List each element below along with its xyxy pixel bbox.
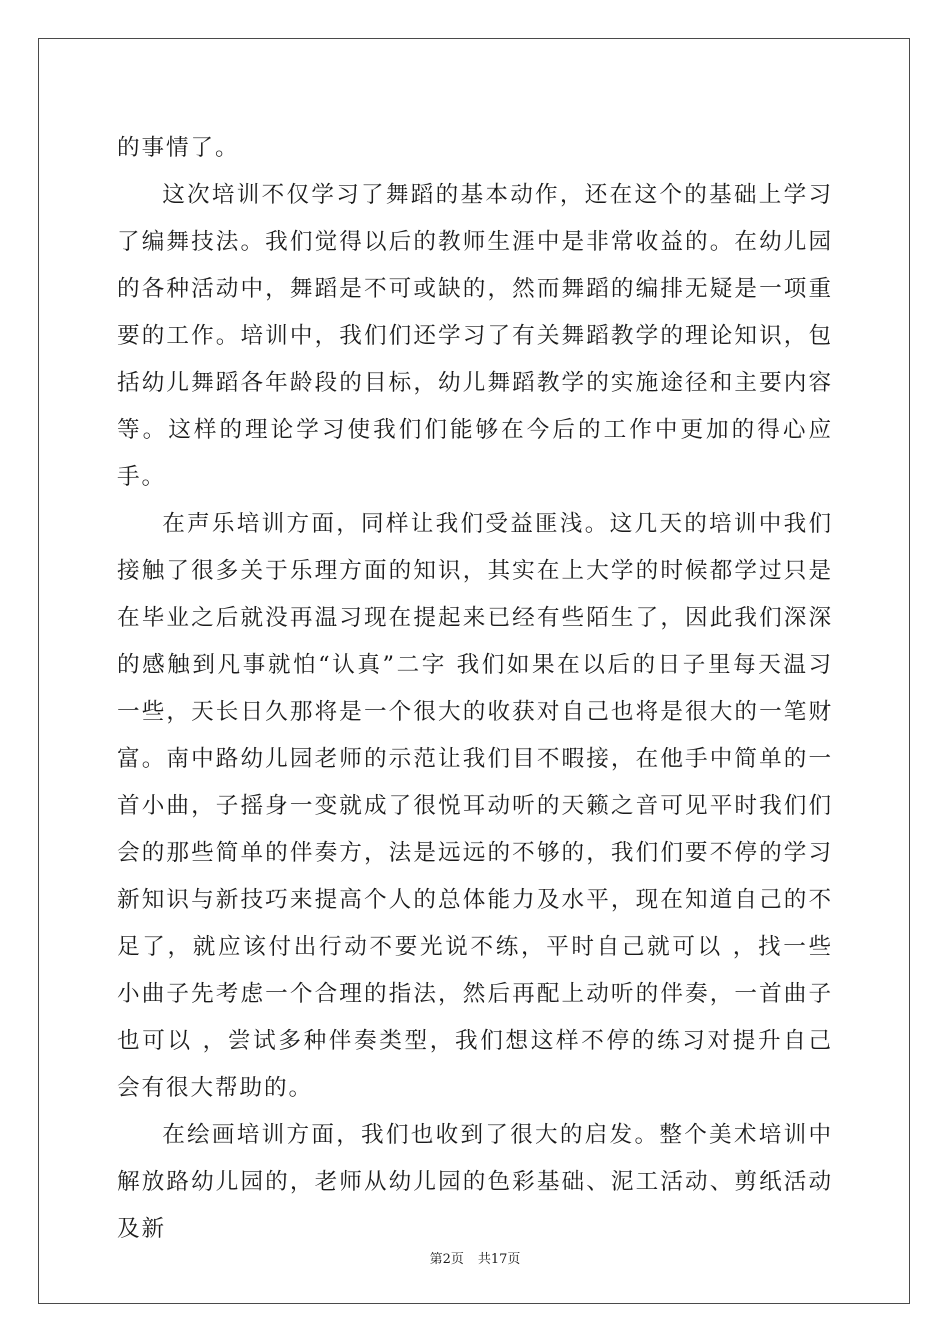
- document-body: [117, 125, 833, 1253]
- paragraph-1: 的事情了。: [117, 135, 240, 161]
- paragraph-3: 在声乐培训方面，同样让我们受益匪浅。这几天的培训中我们接触了很多关于乐理方面的知识，其实在上大学的时候都学过只是在毕业之后就没再温习现在提起来已经有些陌生了，因此我们深深的感触到凡事就怕“认真”二字 我们如果在以后的日子里每天温习一些，天长日久那将是一个很大的收获对自己也将是很大的一笔财富。南中路幼儿园老师的示范让我们目不暇接，在他手中简单的一首小曲，子摇身一变就成了很悦耳动听的天籁之音可见平时我们们会的那些简单的伴奏方，法是远远的不够的，我们们要不停的学习新知识与新技巧来提高个人的总体能力及水平，现在知道自己的不足了，就应该付出行动不要光说不练，平时自己就可以 ，找一些小曲子先考虑一个合理的指法，然后再配上动听的伴奏，一首曲子也可以 ，尝试多种伴奏类型，我们想这样不停的练习对提升自己会有很大帮助的。: [117, 511, 833, 1101]
- paragraph-4: 在绘画培训方面，我们也收到了很大的启发。整个美术培训中解放路幼儿园的，老师从幼儿园的色彩基础、泥工活动、剪纸活动及新: [117, 1122, 833, 1242]
- page-footer: [0, 1248, 950, 1267]
- paragraph-2: 这次培训不仅学习了舞蹈的基本动作，还在这个的基础上学习了编舞技法。我们觉得以后的教师生涯中是非常收益的。在幼儿园的各种活动中，舞蹈是不可或缺的，然而舞蹈的编排无疑是一项重要的工作。培训中，我们们还学习了有关舞蹈教学的理论知识，包括幼儿舞蹈各年龄段的目标，幼儿舞蹈教学的实施途径和主要内容等。这样的理论学习使我们们能够在今后的工作中更加的得心应手。: [117, 182, 833, 490]
- page-number: 第2页: [429, 1252, 464, 1267]
- page-total: 共17页: [477, 1252, 521, 1267]
